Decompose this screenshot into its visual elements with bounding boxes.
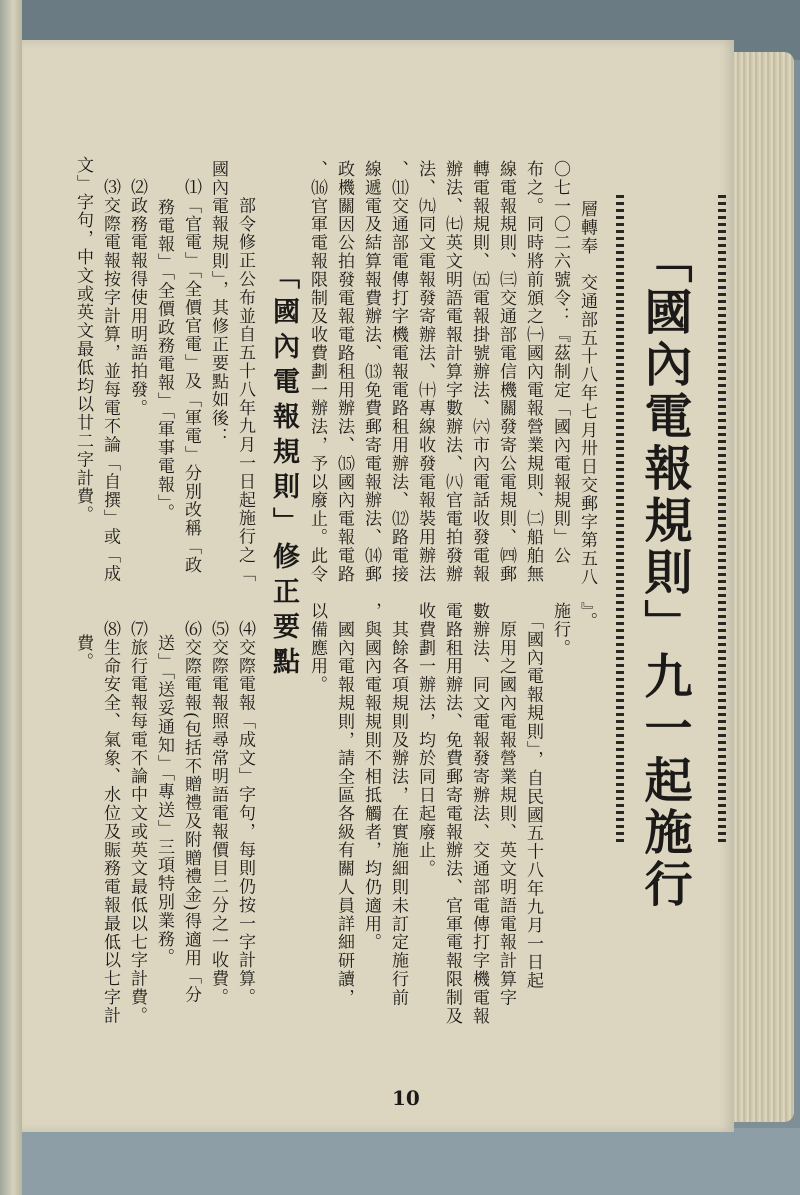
text-column: 電路租用辦法、免費郵寄電報辦法、官軍電報限制及 <box>442 602 462 1026</box>
text-column: 務電報」「全價政務電報」「軍事電報」。 <box>154 198 174 523</box>
text-column: 國內電報規則」，其修正要點如後： <box>208 160 228 446</box>
text-column: 文」字句，中文或英文最低均以廿二字計費。 <box>73 156 93 524</box>
text-column: 轉電報規則、㈤電報掛號辦法、㈥市內電話收發電報 <box>469 160 489 584</box>
text-column: 施行。 <box>550 602 570 658</box>
section-heading: 「國內電報規則」修正要點 <box>268 262 299 682</box>
text-column: 原用之國內電報營業規則、英文明語電報計算字 <box>496 602 516 1007</box>
text-column: ⑸交際電報照尋常明語電報價目二分之一收費。 <box>208 620 228 1007</box>
text-column: 送」「送妥通知」「專送」三項特別業務。 <box>154 634 174 967</box>
text-column: 線遞電及結算報費辦法、⒀免費郵寄電報辦法、⒁郵 <box>361 160 381 584</box>
text-column: 部令修正公布並自五十八年九月一日起施行之「 <box>235 178 255 583</box>
text-column: ⑷交際電報「成文」字句，每則仍按一字計算。 <box>235 620 255 1007</box>
text-column: ，與國內電報規則不相抵觸者，均仍適用。 <box>361 602 381 952</box>
text-column: 、⑾交通部電傳打字機電報電路租用辦法、⑿路電接 <box>388 160 408 584</box>
title-border-right <box>718 195 726 845</box>
text-column: 層轉奉 交通部五十八年七月卅日交郵字第五八 <box>577 200 597 587</box>
text-column: 〇七一〇二六號令：『茲制定「國內電報規則」公 <box>550 160 570 565</box>
background-bottom <box>22 1128 800 1195</box>
page-number: 10 <box>392 1086 420 1110</box>
book-page-edges <box>734 52 794 1122</box>
document-page <box>22 40 734 1132</box>
text-column: ⑺旅行電報每電不論中文或英文最低以七字計費。 <box>127 620 147 1025</box>
text-column: 』。 <box>577 602 597 631</box>
text-column: 、⒃官軍電報限制及收費劃一辦法，予以廢止。此令 <box>307 160 327 584</box>
text-column: 其餘各項規則及辦法，在實施細則未訂定施行前 <box>388 602 408 1007</box>
text-column: ⑴「官電」「全價官電」及「軍電」分別改稱「政 <box>181 178 201 575</box>
text-column: ⑹交際電報(包括不贈禮及附贈禮金)得適用「分 <box>181 620 201 1005</box>
text-column: 收費劃一辦法，均於同日起廢止。 <box>415 602 435 878</box>
text-column: 法、㈨同文電報發寄辦法、㈩專線收發電報裝用辦法 <box>415 160 435 584</box>
text-column: 以備應用。 <box>307 602 327 694</box>
text-column: 費。 <box>73 634 93 671</box>
text-column: 「國內電報規則」，自民國五十八年九月一日起 <box>523 602 543 990</box>
title-border-left <box>616 195 624 845</box>
left-page-edge <box>0 0 22 1195</box>
text-column: 政機關因公拍發電報電路租用辦法、⒂國內電報電路 <box>334 160 354 584</box>
text-column: 國內電報規則，請全區各級有關人員詳細研讀， <box>334 602 354 1007</box>
text-column: ⑻生命安全、氣象、水位及賑務電報最低以七字計 <box>100 620 120 1025</box>
text-column: ⑵政務電報得使用明語拍發。 <box>127 178 147 418</box>
text-column: 辦法、㈦英文明語電報計算字數辦法、㈧官電拍發辦 <box>442 160 462 584</box>
text-column: 數辦法、同文電報發寄辦法、交通部電傳打字機電報 <box>469 602 489 1026</box>
text-column: ⑶交際電報按字計算，並每電不論「自撰」或「成 <box>100 178 120 583</box>
text-column: 布之。同時將前頒之㈠國內電報營業規則、㈡船舶無 <box>523 160 543 584</box>
text-column: 線電報規則、㈢交通部電信機關發寄公電規則、㈣郵 <box>496 160 516 584</box>
page-title: 「國內電報規則」九一起施行 <box>636 235 692 911</box>
